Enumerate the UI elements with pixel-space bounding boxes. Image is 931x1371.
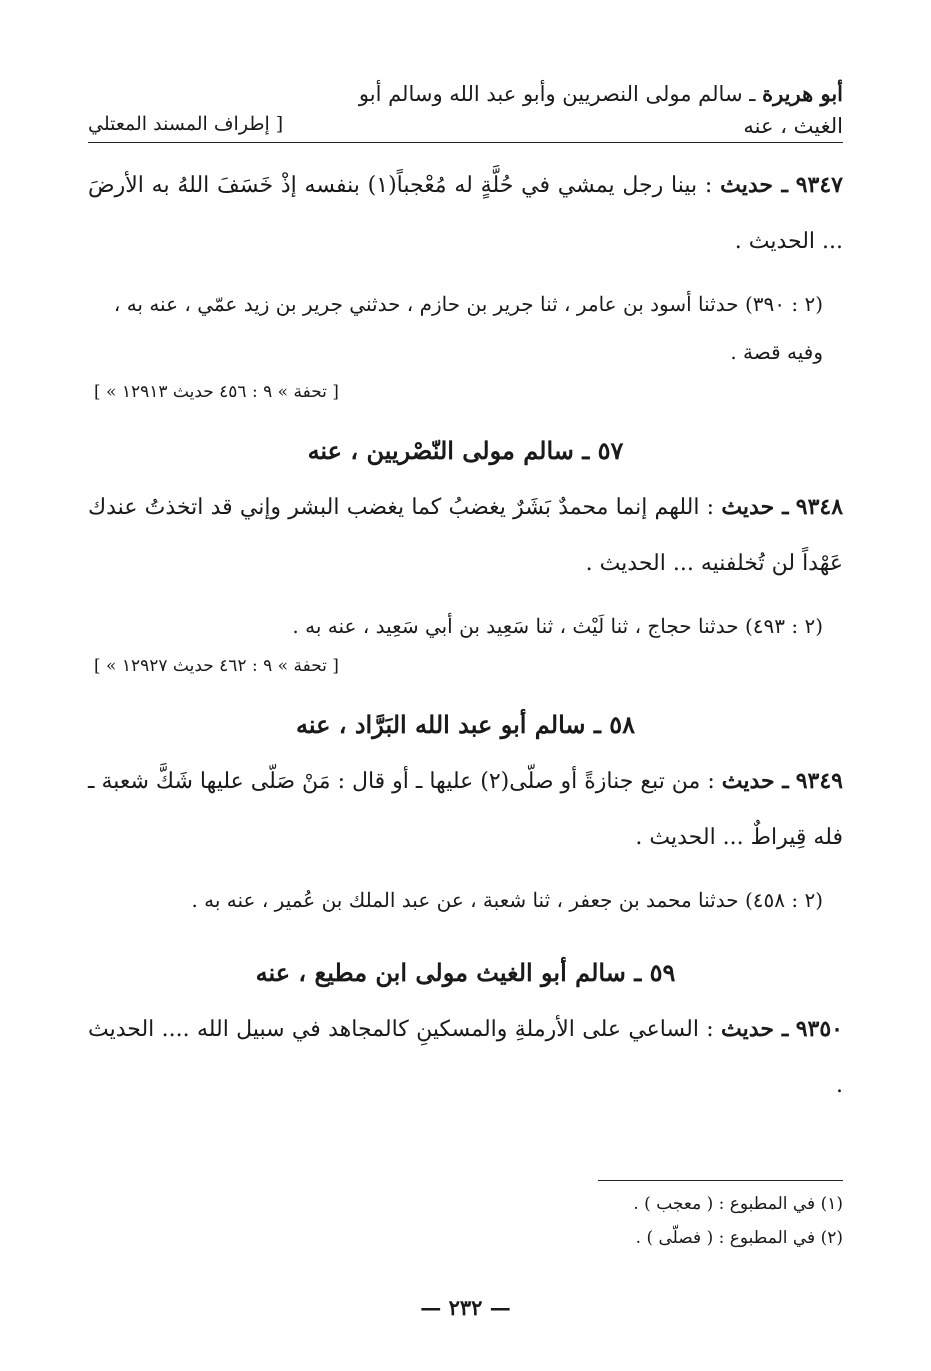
- tuhfa-reference: [ « تحفة » ٩ : ٤٦٢ حديث ١٢٩٢٧ ]: [94, 656, 339, 676]
- header-title-bold: أبو هريرة: [762, 81, 843, 106]
- section-title: ٥٧ ـ سالم مولى النّصْريين ، عنه: [307, 436, 624, 465]
- hadith-number: ٩٣٤٩: [795, 768, 843, 794]
- header-title: [359, 78, 843, 142]
- page: [88, 70, 843, 1320]
- hadith-number: ٩٣٤٨: [795, 494, 844, 520]
- hadith-text: : من تبع جنازةً أو صلّى(٢) عليها ـ أو قال : مَنْ صَلّى عليها شَكَّ شعبة ـ فله قِيراطٌ ... الحديث .: [88, 769, 843, 850]
- hadith-entry: [88, 753, 843, 866]
- header-title-line2: الغيث ، عنه: [743, 114, 843, 138]
- tuhfa-reference: [ « تحفة » ٩ : ٤٥٦ حديث ١٢٩١٣ ]: [94, 382, 339, 402]
- isnad-chain: (٢ : ٣٩٠) حدثنا أسود بن عامر ، ثنا جرير بن حازم ، حدثني جرير بن زيد عمّي ، عنه به ، وفيه قصة .: [113, 292, 823, 364]
- section-title: ٥٩ ـ سالم أبو الغيث مولى ابن مطيع ، عنه: [255, 958, 676, 987]
- hadith-keyword: ـ حديث: [721, 1016, 789, 1042]
- hadith-keyword: ـ حديث: [721, 494, 789, 520]
- header-title-rest: ـ سالم مولى النصريين وأبو عبد الله وسالم أبو: [358, 82, 756, 106]
- hadith-entry: [88, 1001, 843, 1114]
- hadith-number: ٩٣٥٠: [795, 1016, 843, 1042]
- footnote-1: (١) في المطبوع : ( معجب ) .: [633, 1194, 843, 1214]
- hadith-keyword: ـ حديث: [720, 172, 788, 198]
- header-book-title: [ إطراف المسند المعتلي: [88, 113, 284, 135]
- hadith-entry: [88, 157, 843, 270]
- section-title: ٥٨ ـ سالم أبو عبد الله البَرَّاد ، عنه: [295, 710, 636, 739]
- isnad-chain: (٢ : ٤٩٣) حدثنا حجاج ، ثنا لَيْث ، ثنا سَعِيد بن أبي سَعِيد ، عنه به .: [292, 614, 823, 638]
- page-number: — ٢٣٢ —: [420, 1295, 511, 1320]
- hadith-text: : بينا رجل يمشي في حُلَّةٍ له مُعْجباً(١) بنفسه إذْ خَسَفَ اللهُ به الأرضَ ... الحديث .: [88, 173, 843, 254]
- hadith-keyword: ـ حديث: [721, 768, 789, 794]
- isnad-chain: (٢ : ٤٥٨) حدثنا محمد بن جعفر ، ثنا شعبة ، عن عبد الملك بن عُمير ، عنه به .: [191, 888, 823, 912]
- hadith-number: ٩٣٤٧: [795, 172, 843, 198]
- footnote-2: (٢) في المطبوع : ( فصلّى ) .: [635, 1228, 843, 1248]
- hadith-text: : اللهم إنما محمدٌ بَشَرٌ يغضبُ كما يغضب البشر وإني قد اتخذتُ عندك عَهْداً لن تُخلفنيه ... الحديث .: [88, 495, 843, 576]
- footnotes: [88, 1187, 843, 1255]
- footnote-divider: [598, 1180, 843, 1181]
- running-header: [88, 70, 843, 143]
- hadith-entry: [88, 479, 843, 592]
- hadith-text: : الساعي على الأرملةِ والمسكينِ كالمجاهد في سبيل الله .... الحديث .: [88, 1017, 843, 1098]
